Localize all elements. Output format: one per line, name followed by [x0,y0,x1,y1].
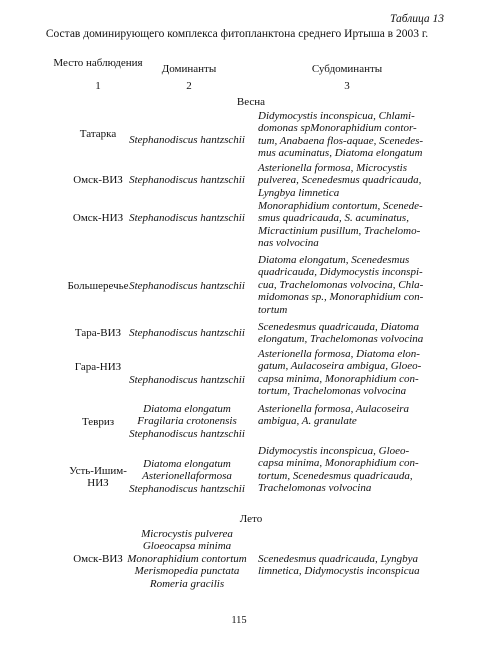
header-place: Место наблюдения [53,57,143,69]
subdominant-line: Scenedesmus quadricauda, Lyngbya [258,553,419,565]
column-number-1: 1 [95,80,101,92]
subdominants-cell [258,162,436,199]
subdominants-cell [258,321,436,346]
subdominant-line: Monoraphidium contortum, Scenede- [258,200,423,212]
dominant-species: Stephanodiscus hantzschii [129,482,245,495]
dominant-species: Romeria gracilis [149,577,225,590]
subdominant-line: Didymocystis inconspicua, Chlami- [258,110,415,122]
table-caption: Состав доминирующего комплекса фитопланктона среднего Иртыша в 2003 г. [45,28,429,40]
subdominant-line: domonas spMonoraphidium contor- [258,122,417,135]
place-cell: Тевриз [81,416,115,428]
subdominant-line: cua, Trachelomonas volvocina, Chla- [258,278,424,291]
subdominants-cell [258,110,436,160]
subdominant-line: Lyngbya limnetica [258,186,340,199]
dominant-species: Stephanodiscus hantzschii [129,427,245,440]
subdominant-line: tortum, Trachelomonas volvocina [258,385,407,398]
subdominant-line: midomonas sp., Monoraphidium con- [258,291,424,304]
subdominant-line: Trachelomonas volvocina [258,482,372,495]
subdominant-line: elongatum, Trachelomonas volvocina [258,333,424,346]
subdominant-line: Diatoma elongatum, Scenedesmus [258,254,410,266]
dominant-species: Stephanodiscus hantzschii [129,327,245,339]
dominant-species: Stephanodiscus hantzschii [129,280,245,292]
subdominant-line: pulverea, Scenedesmus quadricauda, [258,174,422,187]
subdominants-cell [258,200,436,250]
place-cell: Татарка [79,128,117,140]
column-number-3: 3 [344,80,350,92]
dominants-cell [118,212,256,224]
subdominant-line: Asterionella formosa, Diatoma elon- [258,348,420,360]
subdominants-cell [258,445,436,495]
dominant-species: Diatoma elongatum [143,458,231,470]
dominants-cell [118,528,256,590]
subdominant-line: ambigua, A. granulate [258,415,357,428]
page-number: 115 [231,615,247,626]
subdominant-line: Asterionella formosa, Aulacoseira [258,403,410,415]
dominants-cell [118,374,256,386]
place-cell: Омск-ВИЗ [73,553,123,565]
dominants-cell [118,458,256,495]
subdominant-line: tortum, Scenedesmus quadricauda, [258,469,413,482]
place-cell: Тара-ВИЗ [74,327,122,339]
dominant-species: Diatoma elongatum [143,403,231,415]
subdominant-line: quadricauda, Didymocystis inconspi- [258,266,423,279]
dominant-species: Stephanodiscus hantzschii [129,374,245,386]
subdominant-line: Asterionella formosa, Microcystis [258,162,407,174]
subdominant-line: limnetica, Didymocystis inconspicua [258,565,420,578]
dominant-species: Stephanodiscus hantzschii [129,174,245,186]
subdominant-line: mus acuminatus, Diatoma elongatum [258,147,423,160]
subdominant-line: Didymocystis inconspicua, Gloeo- [258,445,410,457]
dominants-cell [118,403,256,440]
dominant-species: Stephanodiscus hantzschii [129,212,245,224]
header-subdominants: Субдоминанты [311,63,383,75]
subdominant-line: capsa minima, Monoraphidium con- [258,457,419,470]
dominants-cell [118,174,256,186]
subdominant-line: tum, Anabaena flos-aquae, Scenedes- [258,134,424,147]
season-summer: Лето [239,513,263,525]
subdominant-line: smus quadricauda, S. acuminatus, [258,212,409,225]
subdominants-cell [258,254,436,316]
subdominant-line: nas volvocina [258,237,319,250]
place-cell: Усть-Ишим- НИЗ [69,465,127,490]
dominant-species: Monoraphidium contortum [127,552,247,565]
dominants-cell [118,280,256,292]
place-cell: Омск-ВИЗ [73,174,123,186]
header-dominants: Доминанты [161,63,217,75]
column-number-2: 2 [186,80,192,92]
table-label: Таблица 13 [389,13,444,25]
season-spring: Весна [236,96,266,108]
dominant-species: Microcystis pulverea [141,528,233,540]
place-cell: Большеречье [67,280,129,292]
dominant-species: Stephanodiscus hantzschii [129,134,245,146]
subdominant-line: Micractinium pusillum, Trachelomo- [258,224,421,237]
dominants-cell [118,134,256,146]
place-cell: Гара-НИЗ [74,361,122,373]
subdominant-line: gatum, Aulacoseira ambigua, Gloeo- [258,360,422,373]
subdominants-cell [258,403,436,428]
dominant-species: Merismopedia punctata [134,565,240,578]
dominant-species: Gloeocapsa minima [142,540,232,553]
subdominant-line: tortum [258,303,288,316]
subdominants-cell [258,553,436,578]
subdominant-line: capsa minima, Monoraphidium con- [258,372,419,385]
subdominants-cell [258,348,436,398]
dominant-species: Fragilaria crotonensis [137,415,237,428]
subdominant-line: Scenedesmus quadricauda, Diatoma [258,321,420,333]
place-cell: Омск-НИЗ [72,212,124,224]
dominants-cell [118,327,256,339]
dominant-species: Asterionellaformosa [142,470,232,483]
